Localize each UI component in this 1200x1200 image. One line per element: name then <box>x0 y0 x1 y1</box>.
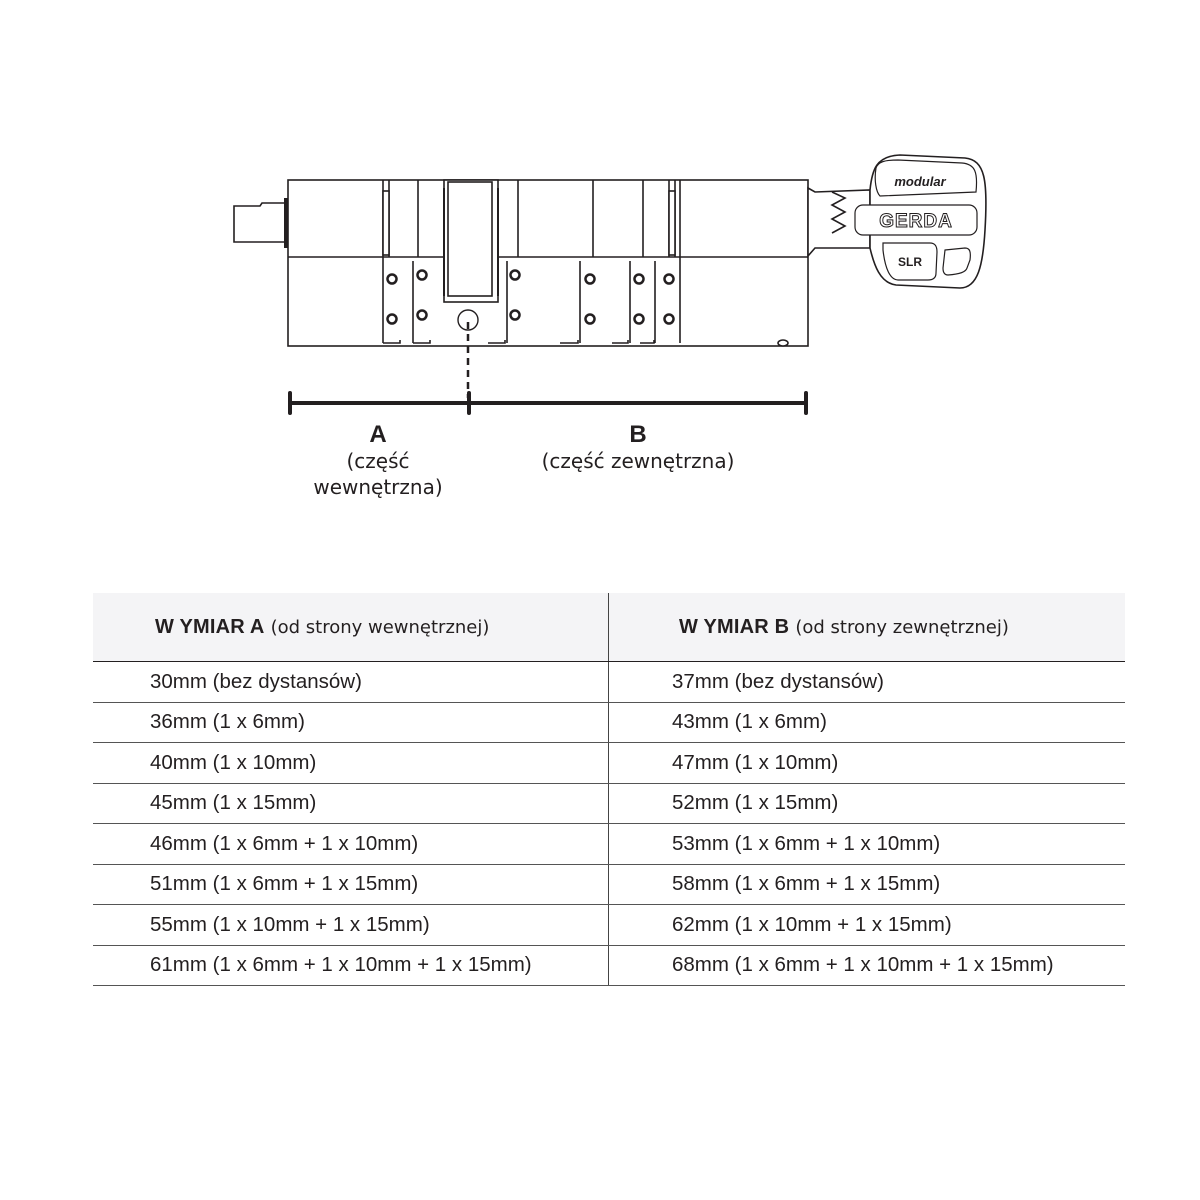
dimension-b-letter: B <box>629 421 647 448</box>
table-row <box>93 946 1125 987</box>
table-row <box>93 703 1125 744</box>
table-row <box>93 662 1125 703</box>
table-row <box>93 743 1125 784</box>
dimension-a-label <box>290 422 466 500</box>
dimension-b-desc: (część zewnętrzna) <box>541 449 735 473</box>
cell-b: 43mm (1 x 6mm) <box>672 710 827 734</box>
cell-a: 36mm (1 x 6mm) <box>93 703 609 743</box>
table-row <box>93 865 1125 906</box>
dimension-a-desc-line2: wewnętrzna) <box>313 475 443 499</box>
cell-a: 40mm (1 x 10mm) <box>93 743 609 783</box>
cell-b: 62mm (1 x 10mm + 1 x 15mm) <box>672 912 952 936</box>
cell-a: 46mm (1 x 6mm + 1 x 10mm) <box>93 824 609 864</box>
dimension-a-desc-line1: (część <box>346 449 410 473</box>
cell-a: 30mm (bez dystansów) <box>93 662 609 702</box>
cell-a: 51mm (1 x 6mm + 1 x 15mm) <box>93 865 609 905</box>
cell-b: 53mm (1 x 6mm + 1 x 10mm) <box>672 831 941 855</box>
table-row <box>93 905 1125 946</box>
key-brand-text: GERDA <box>879 211 953 232</box>
key-bottom-text: SLR <box>898 255 922 269</box>
cylinder-drawing <box>0 0 1200 560</box>
cell-b: 37mm (bez dystansów) <box>672 669 884 693</box>
cell-a: 45mm (1 x 15mm) <box>93 784 609 824</box>
header-a-title: W YMIAR A <box>155 615 265 638</box>
key-top-text: modular <box>894 174 946 189</box>
cell-a: 55mm (1 x 10mm + 1 x 15mm) <box>93 905 609 945</box>
cell-b: 47mm (1 x 10mm) <box>672 750 839 774</box>
table-row <box>93 824 1125 865</box>
knob-shaft <box>234 203 285 242</box>
cell-b: 58mm (1 x 6mm + 1 x 15mm) <box>672 872 941 896</box>
header-b-subtitle: (od strony zewnętrznej) <box>795 616 1009 638</box>
dimension-b-label <box>500 422 776 474</box>
header-dimension-a <box>93 593 609 661</box>
dimension-line <box>290 393 806 413</box>
lock-cylinder-diagram <box>0 0 1200 560</box>
header-a-subtitle: (od strony wewnętrznej) <box>270 616 490 638</box>
cell-b: 52mm (1 x 15mm) <box>672 791 839 815</box>
table-header <box>93 593 1125 662</box>
dimensions-table <box>93 593 1125 986</box>
header-dimension-b <box>609 593 1125 661</box>
cell-b: 68mm (1 x 6mm + 1 x 10mm + 1 x 15mm) <box>672 953 1054 977</box>
dimension-a-letter: A <box>369 421 387 448</box>
cell-a: 61mm (1 x 6mm + 1 x 10mm + 1 x 15mm) <box>93 946 609 986</box>
table-row <box>93 784 1125 825</box>
header-b-title: W YMIAR B <box>679 615 790 638</box>
